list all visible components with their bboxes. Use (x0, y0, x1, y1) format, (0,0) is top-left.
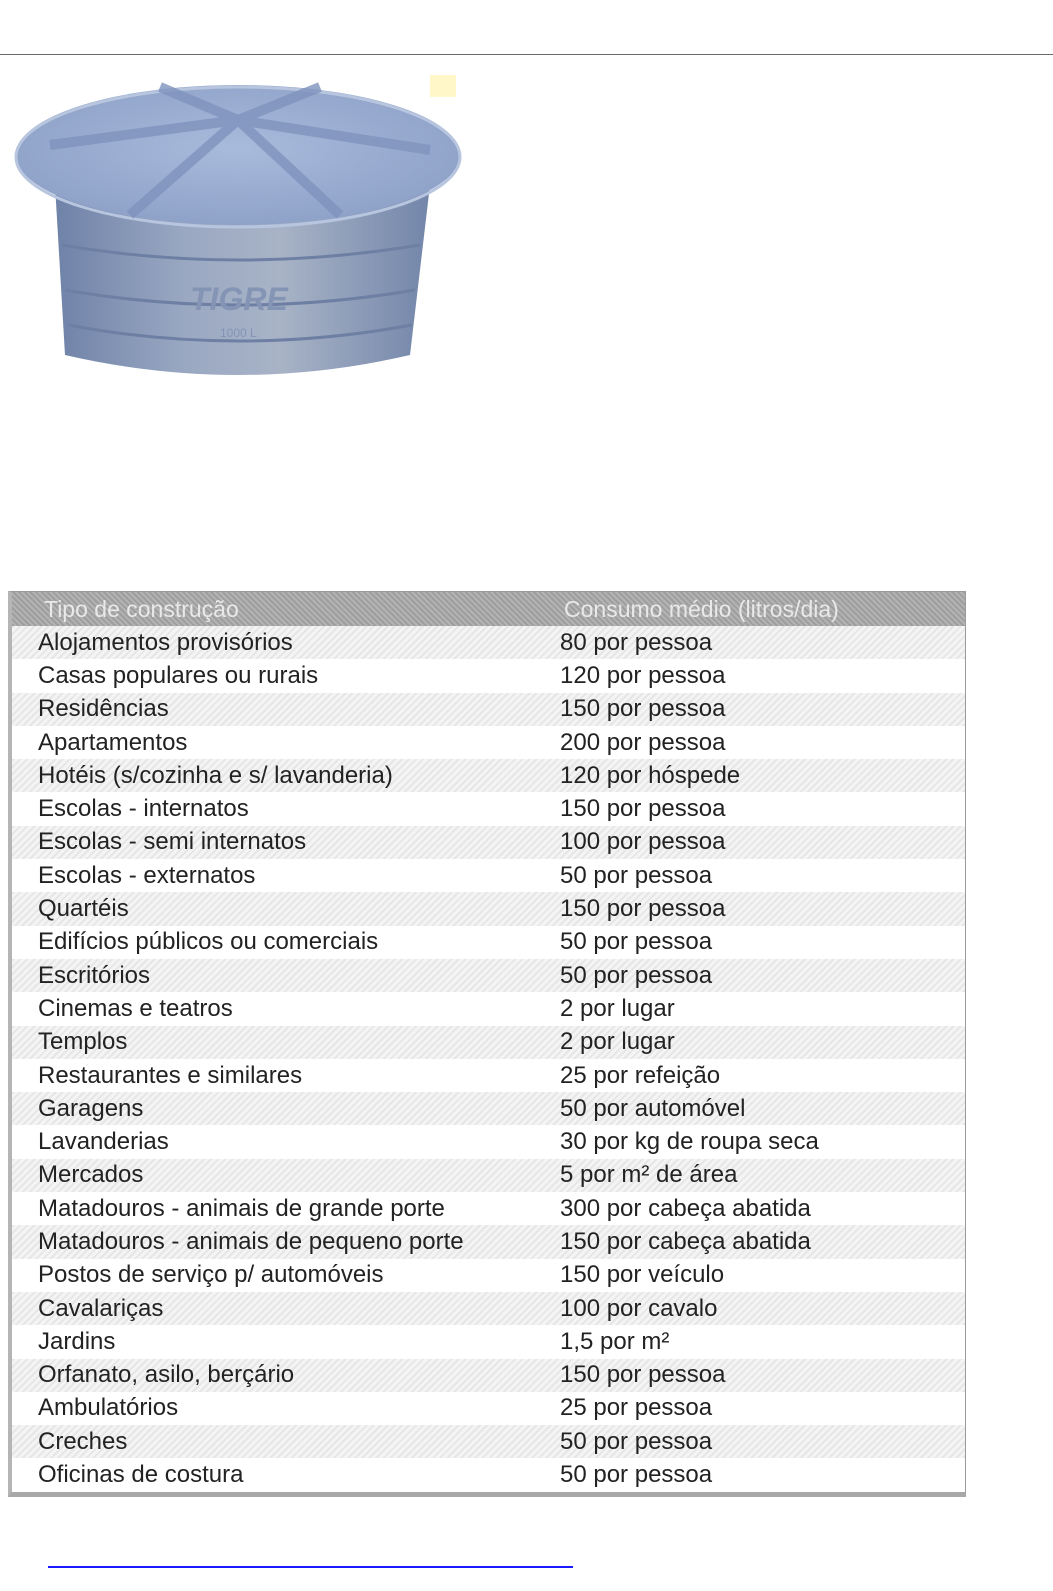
water-tank-image (10, 75, 465, 380)
table-row (12, 792, 965, 825)
water-tank-illustration (10, 75, 465, 380)
cell-tipo: Oficinas de costura (38, 1461, 244, 1489)
cell-consumo: 50 por pessoa (560, 961, 713, 989)
cell-consumo: 120 por hóspede (560, 761, 741, 789)
cell-consumo: 150 por pessoa (560, 695, 726, 723)
table-row (12, 926, 965, 959)
cell-consumo: 2 por lugar (560, 994, 675, 1022)
table-row (12, 1159, 965, 1192)
cell-tipo: Quartéis (38, 895, 129, 923)
table-row (12, 959, 965, 992)
cell-tipo: Escritórios (38, 961, 151, 989)
cell-tipo: Escolas - externatos (38, 861, 256, 889)
cell-consumo: 300 por cabeça abatida (560, 1194, 811, 1222)
cell-consumo: 50 por pessoa (560, 928, 713, 956)
cell-tipo: Creches (38, 1427, 128, 1455)
cell-tipo: Ambulatórios (38, 1394, 179, 1422)
table-row (12, 1225, 965, 1258)
cell-consumo: 50 por pessoa (560, 1461, 713, 1489)
cell-tipo: Garagens (38, 1094, 144, 1122)
cell-tipo: Alojamentos provisórios (38, 628, 293, 656)
cell-consumo: 1,5 por m² (560, 1327, 670, 1355)
table-row (12, 1425, 965, 1458)
cell-tipo: Escolas - internatos (38, 795, 249, 823)
cell-tipo: Postos de serviço p/ automóveis (38, 1261, 384, 1289)
cell-consumo: 150 por pessoa (560, 795, 726, 823)
cell-tipo: Cavalariças (38, 1294, 164, 1322)
cell-tipo: Orfanato, asilo, berçário (38, 1361, 295, 1389)
cell-tipo: Hotéis (s/cozinha e s/ lavanderia) (38, 761, 393, 789)
table-row (12, 1325, 965, 1358)
table-row (12, 1259, 965, 1292)
table-row (12, 1092, 965, 1125)
table-row (12, 992, 965, 1025)
cell-tipo: Edifícios públicos ou comerciais (38, 928, 379, 956)
cell-consumo: 150 por veículo (560, 1261, 725, 1289)
cell-consumo: 50 por pessoa (560, 861, 713, 889)
table-body (12, 626, 965, 1492)
tank-capacity-text: 1000 L (220, 326, 257, 340)
cell-tipo: Mercados (38, 1161, 144, 1189)
cell-consumo: 150 por cabeça abatida (560, 1227, 811, 1255)
cell-consumo: 25 por pessoa (560, 1394, 713, 1422)
cell-consumo: 120 por pessoa (560, 661, 726, 689)
table-row (12, 626, 965, 659)
cell-tipo: Jardins (38, 1327, 116, 1355)
cell-consumo: 25 por refeição (560, 1061, 721, 1089)
table-row (12, 726, 965, 759)
table-row (12, 759, 965, 792)
cell-tipo: Matadouros - animais de pequeno porte (38, 1227, 464, 1255)
footnote-separator-line (48, 1566, 573, 1568)
cell-consumo: 100 por pessoa (560, 828, 726, 856)
table-row (12, 1125, 965, 1158)
cell-tipo: Casas populares ou rurais (38, 661, 319, 689)
table-row (12, 892, 965, 925)
table-row (12, 1192, 965, 1225)
cell-consumo: 50 por automóvel (560, 1094, 746, 1122)
cell-consumo: 30 por kg de roupa seca (560, 1128, 819, 1156)
cell-tipo: Escolas - semi internatos (38, 828, 307, 856)
cell-tipo: Templos (38, 1028, 128, 1056)
table-row (12, 1059, 965, 1092)
table-row (12, 1292, 965, 1325)
cell-consumo: 50 por pessoa (560, 1427, 713, 1455)
table-header-row (12, 592, 965, 626)
cell-tipo: Residências (38, 695, 169, 723)
water-consumption-table (8, 591, 966, 1497)
header-average-consumption: Consumo médio (litros/dia) (564, 595, 839, 622)
cell-tipo: Matadouros - animais de grande porte (38, 1194, 445, 1222)
cell-tipo: Restaurantes e similares (38, 1061, 303, 1089)
cell-consumo: 150 por pessoa (560, 895, 726, 923)
table-row (12, 1359, 965, 1392)
cell-tipo: Apartamentos (38, 728, 188, 756)
cell-tipo: Cinemas e teatros (38, 994, 233, 1022)
cell-consumo: 200 por pessoa (560, 728, 726, 756)
table-row (12, 859, 965, 892)
cell-consumo: 2 por lugar (560, 1028, 675, 1056)
cell-consumo: 5 por m² de área (560, 1161, 738, 1189)
cell-tipo: Lavanderias (38, 1128, 169, 1156)
page-top-divider (0, 54, 1053, 55)
table-row (12, 1026, 965, 1059)
table-row (12, 826, 965, 859)
header-construction-type: Tipo de construção (44, 595, 239, 622)
cell-consumo: 100 por cavalo (560, 1294, 718, 1322)
table-row (12, 1392, 965, 1425)
tank-brand-text: TIGRE (190, 281, 288, 317)
table-row (12, 659, 965, 692)
cell-consumo: 80 por pessoa (560, 628, 713, 656)
cell-consumo: 150 por pessoa (560, 1361, 726, 1389)
table-row (12, 1458, 965, 1491)
table-row (12, 693, 965, 726)
